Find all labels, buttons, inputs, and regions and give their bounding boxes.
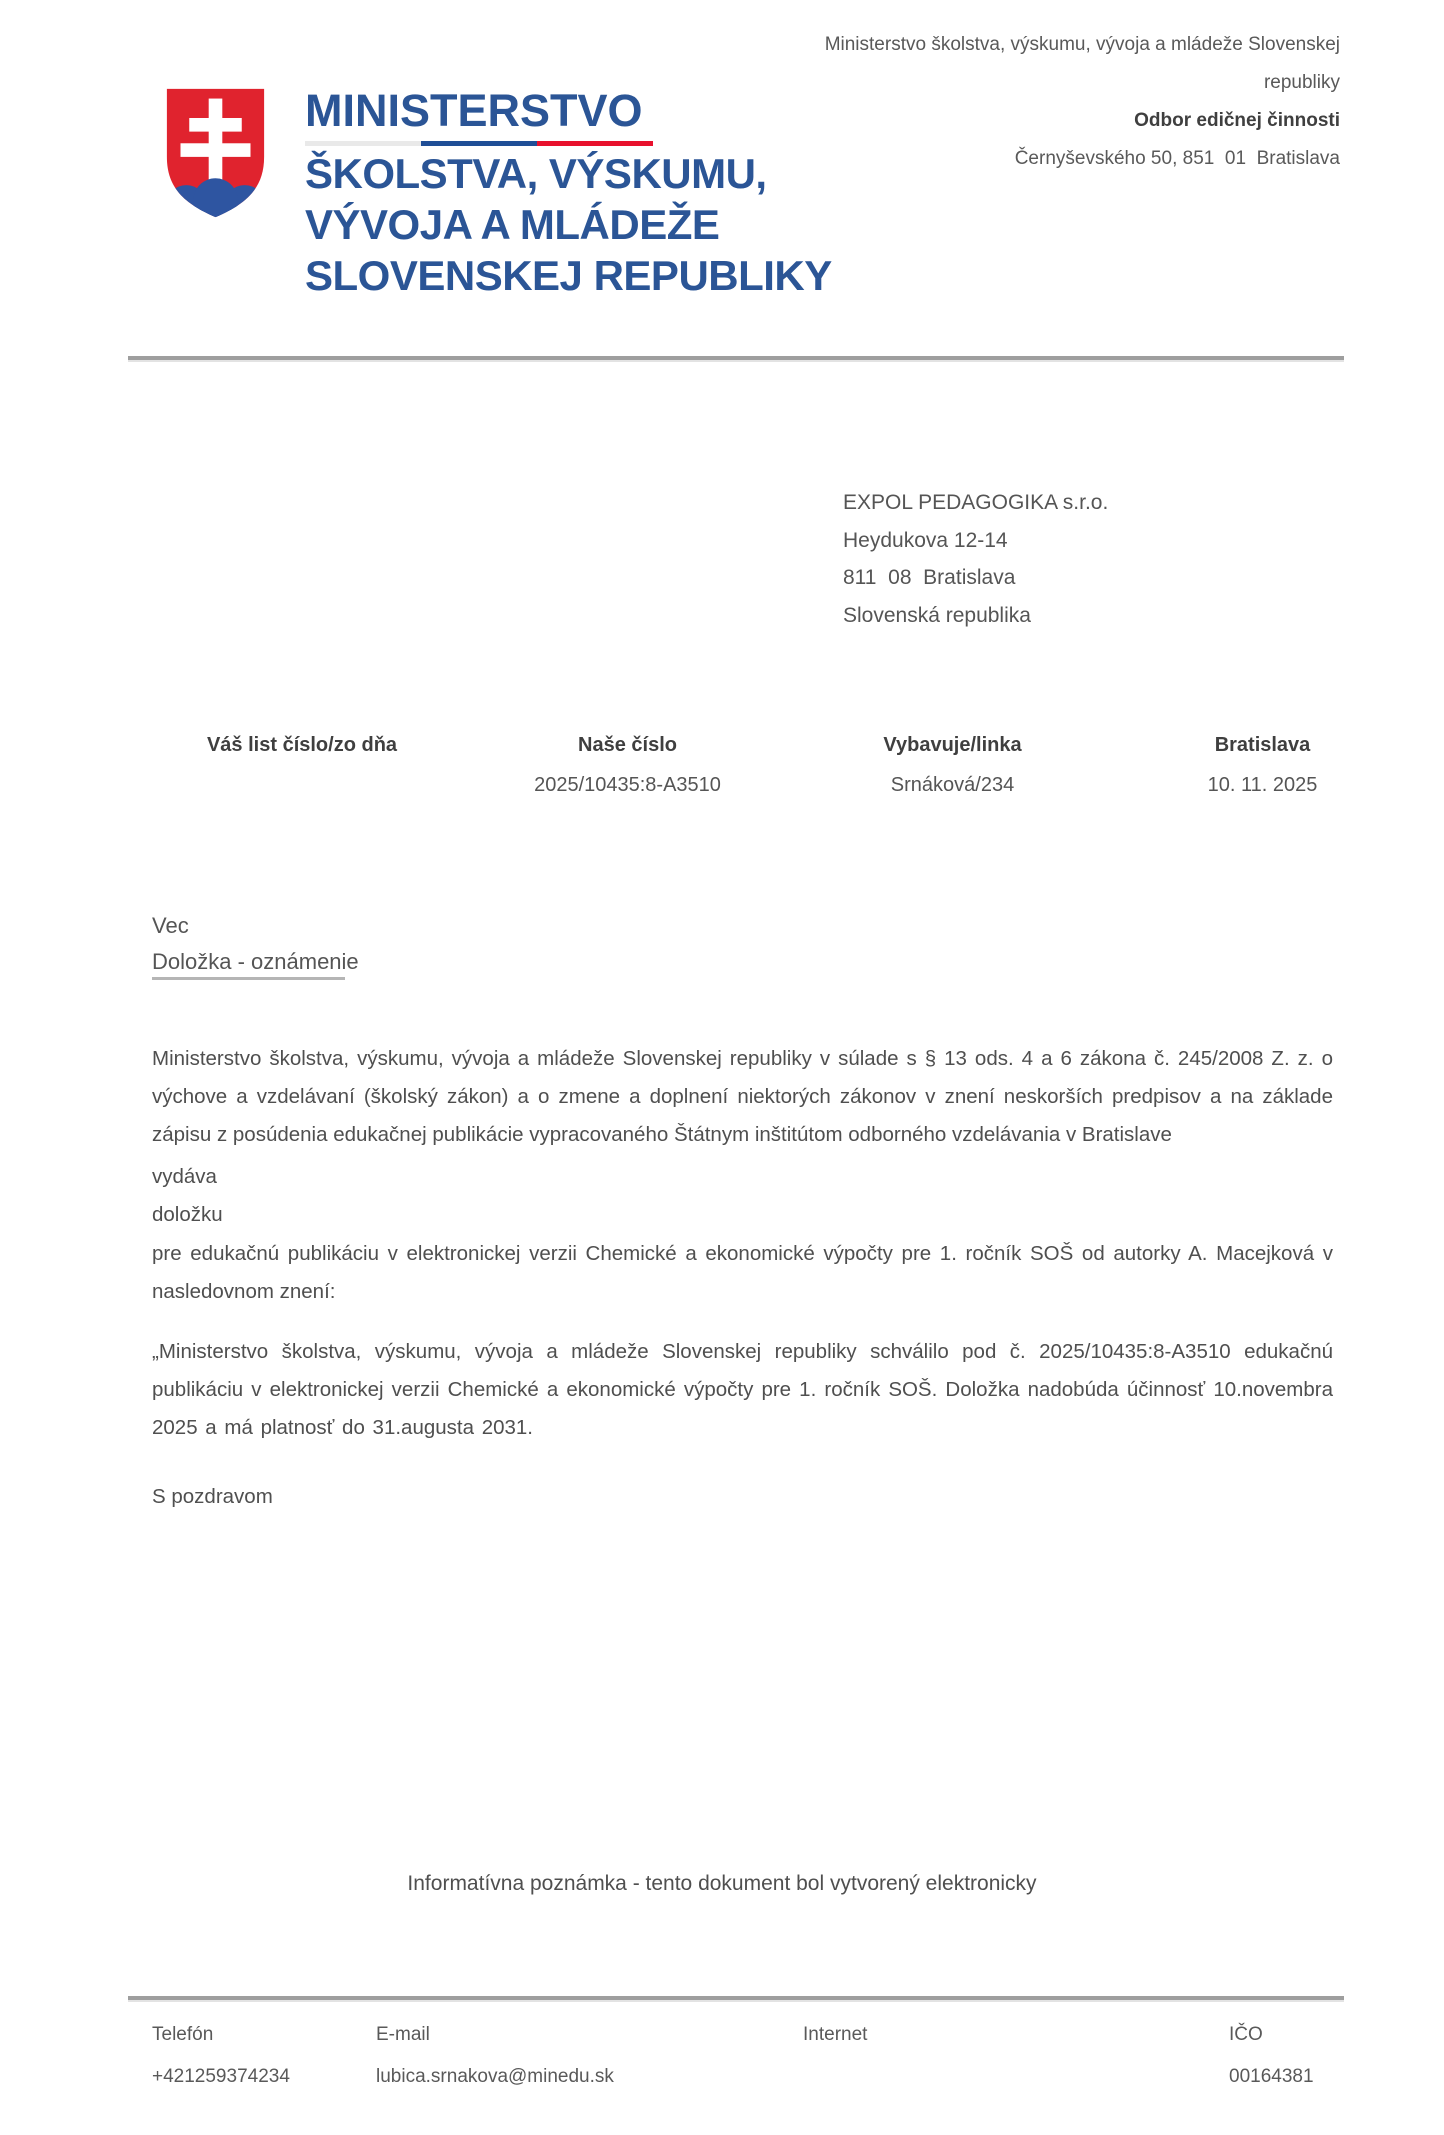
body-paragraph-2: pre edukačnú publikáciu v elektronickej verzii Chemické a ekonomické výpočty pre 1. ročník SOŠ od autorky A. Macejková v nasledovnom znení: — [152, 1242, 1333, 1303]
body-issues-word-2: doložku — [152, 1203, 223, 1226]
footer-internet-label: Internet — [803, 2024, 868, 2045]
recipient-block — [843, 484, 1108, 634]
closing-salutation: S pozdravom — [152, 1485, 273, 1508]
informative-note: Informatívna poznámka - tento dokument bol vytvorený elektronicky — [407, 1872, 1037, 1895]
recipient-country: Slovenská republika — [843, 603, 1031, 627]
body-issues-word-1: vydáva — [152, 1165, 217, 1188]
footer-col-phone — [152, 2024, 290, 2088]
footer-col-ico — [1229, 2024, 1314, 2088]
ministry-wordmark — [305, 85, 832, 299]
slovak-coat-of-arms-icon — [163, 84, 268, 227]
footer-col-internet — [803, 2024, 867, 2066]
sender-address: Černyševského 50, 851 01 Bratislava — [1014, 148, 1340, 169]
ref-col-handled-by — [800, 734, 1105, 797]
wordmark-line-4: SLOVENSKEJ REPUBLIKY — [305, 252, 832, 299]
header-divider — [128, 356, 1344, 362]
footer-divider — [128, 1996, 1344, 2002]
ref-col-place-date — [1130, 734, 1395, 797]
tricolor-red-segment — [537, 141, 653, 146]
subject-block — [152, 908, 359, 980]
wordmark-line-2: ŠKOLSTVA, VÝSKUMU, — [305, 150, 767, 197]
ref-label-place-date: Bratislava — [1214, 734, 1311, 756]
ref-label-our-number: Naše číslo — [578, 734, 677, 756]
subject-underline — [152, 977, 345, 980]
subject-label: Vec — [152, 913, 189, 938]
footer-col-email — [376, 2024, 614, 2088]
sender-department: Odbor edičnej činnosti — [1134, 110, 1340, 131]
ref-col-your-letter — [152, 734, 452, 774]
wordmark-line-3: VÝVOJA A MLÁDEŽE — [305, 201, 720, 248]
footer-phone-value: +421259374234 — [152, 2066, 290, 2087]
sender-line-1: Ministerstvo školstva, výskumu, vývoja a mládeže Slovenskej — [824, 34, 1340, 55]
footer-phone-label: Telefón — [152, 2024, 214, 2045]
ref-value-handled-by: Srnáková/234 — [890, 774, 1015, 796]
footer-ico-value: 00164381 — [1229, 2066, 1314, 2087]
recipient-name: EXPOL PEDAGOGIKA s.r.o. — [843, 491, 1109, 514]
recipient-street: Heydukova 12-14 — [843, 528, 1008, 552]
sender-line-2: republiky — [1263, 72, 1340, 93]
wordmark-title: MINISTERSTVO — [305, 85, 643, 136]
subject-value: Doložka - oznámenie — [152, 949, 359, 974]
body-paragraph-3: „Ministerstvo školstva, výskumu, vývoja a mládeže Slovenskej republiky schválilo pod č. 2025/10435:8-A3510 edukačnú publikáciu v elektronickej verzii Chemické a ekonomické výpočty pre 1. ročník SOŠ. Doložka nadobúda účinnosť 10.novembra 2025 a má platnosť do 31.augusta 2031. — [152, 1340, 1333, 1439]
tricolor-blue-segment — [421, 141, 537, 146]
footer-email-value: lubica.srnakova@minedu.sk — [376, 2066, 614, 2087]
footer-ico-label: IČO — [1229, 2024, 1263, 2045]
tricolor-gray-segment — [305, 141, 421, 146]
ref-label-your-letter: Váš list číslo/zo dňa — [206, 734, 398, 756]
ref-col-our-number — [470, 734, 785, 797]
ref-value-our-number: 2025/10435:8-A3510 — [534, 774, 721, 796]
footer-email-label: E-mail — [376, 2024, 430, 2045]
tricolor-line — [305, 141, 653, 146]
ref-value-place-date: 10. 11. 2025 — [1207, 774, 1318, 796]
ref-label-handled-by: Vybavuje/linka — [883, 734, 1022, 756]
body-paragraph-1: Ministerstvo školstva, výskumu, vývoja a mládeže Slovenskej republiky v súlade s § 13 ods. 4 a 6 zákona č. 245/2008 Z. z. o výchove a vzdelávaní (školský zákon) a o zmene a doplnení niektorých zákonov v znení neskorších predpisov a na základe zápisu z posúdenia edukačnej publikácie vypracovaného Štátnym inštitútom odborného vzdelávania v Bratislave — [152, 1047, 1333, 1146]
recipient-city: 811 08 Bratislava — [843, 566, 1016, 589]
